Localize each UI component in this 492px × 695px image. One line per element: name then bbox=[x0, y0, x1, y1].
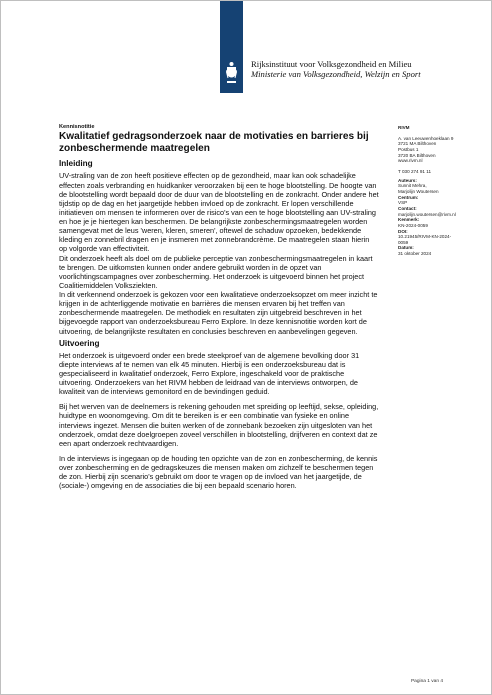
execution-paragraph: In de interviews is ingegaan op de houding ten opzichte van de zon en zonbescherming, de kennis over zonbescherming en de gedragskeuzes die mensen maken om zichzelf te beschermen tegen de zon. Hierbij zijn scenario's gebruikt om door te vragen op de invloed van het jaargetijde, de (sociale-) omgeving en de associaties die bij een bepaald scenario horen. bbox=[59, 453, 378, 491]
sidebar-website: www.rivm.nl bbox=[398, 158, 423, 164]
sidebar-doi: 10.21945/RIVM-KN-2024- bbox=[398, 234, 452, 240]
ministry-name: Ministerie van Volksgezondheid, Welzijn en Sport bbox=[251, 69, 421, 80]
sidebar-centre: VSP bbox=[398, 200, 408, 206]
colophon-sidebar bbox=[398, 125, 488, 257]
sidebar-address-line: 3720 BA Bilthoven bbox=[398, 152, 436, 158]
page-number: Pagina 1 van 4 bbox=[410, 679, 443, 684]
execution-paragraph: Het onderzoek is uitgevoerd onder een brede steekproef van de algemene bevolking door 31 diepte interviews af te nemen van elk 45 minuten. Hierbij is een onderzoeksbureau dat is gespecialiseerd in kwalitatief onderzoek, Ferro Explore, ingeschakeld voor de praktische uitvoering. Onderzoekers van het RIVM hebben de leidraad van de interviews ontworpen, de kwaliteit van de interviews gemonitord en de bevindingen geduid. bbox=[59, 350, 360, 397]
sidebar-kenmerk: KN-2024-0059 bbox=[398, 222, 428, 228]
sidebar-address-line: 3721 MA Bilthoven bbox=[398, 141, 437, 147]
sidebar-address-line: A. van Leeuwenhoeklaan 9 bbox=[398, 135, 454, 141]
section-heading-intro: Inleiding bbox=[59, 159, 93, 169]
sidebar-contact-email[interactable]: marjolijn.woutersen@rivm.nl bbox=[398, 211, 456, 217]
org-name: Rijksinstituut voor Volksgezondheid en Milieu bbox=[251, 59, 412, 69]
sidebar-author: Sunnit Mehra, bbox=[398, 183, 427, 189]
intro-paragraph: Dit onderzoek heeft als doel om de publieke perceptie van zonbeschermingsmaatregelen in kaart te brengen. De uitkomsten kunnen onder andere gebruikt worden in de opzet van voorlichtingscampagnes over zonbescherming. Het onderzoek is uitgevoerd binnen het project Coalitiemiddelen Volksziekten. bbox=[59, 253, 373, 290]
sidebar-date: 31 oktober 2024 bbox=[398, 251, 432, 257]
document-title: Kwalitatief gedragsonderzoek naar de motivaties en barrieres bij zonbeschermende maatregelen bbox=[59, 131, 369, 155]
sidebar-contact-label: Contact: bbox=[398, 205, 417, 211]
sidebar-author: Marjolijn Woutersen bbox=[398, 188, 439, 194]
sidebar-address-line: Postbus 1 bbox=[398, 146, 419, 152]
sidebar-authors-label: Auteurs: bbox=[398, 177, 417, 183]
sidebar-phone: T 030 274 91 11 bbox=[398, 168, 432, 174]
crest-icon bbox=[226, 61, 237, 85]
sidebar-date-label: Datum: bbox=[398, 245, 414, 251]
sidebar-org: RIVM bbox=[398, 125, 410, 130]
sidebar-centre-label: Centrum: bbox=[398, 194, 419, 200]
intro-paragraph: In dit verkennend onderzoek is gekozen voor een kwalitatieve onderzoeksopzet om meer inzicht te krijgen in de achterliggende motivatie en barrières die mensen ervaren bij het treffen van zonbeschermende maatregelen. De methodiek en resultaten zijn uitgebreid beschreven in het bijgevoegde rapport van onderzoeksbureau Ferro Explore. In deze kennisnotitie worden kort de uitvoering, de belangrijkste resultaten en conclusies beschreven en aanbevelingen gegeven. bbox=[59, 290, 378, 336]
main-content bbox=[59, 124, 379, 490]
document-kind: Kennisnotitie bbox=[59, 124, 95, 130]
organisation-block bbox=[251, 59, 451, 80]
sidebar-kenmerk-label: Kenmerk: bbox=[398, 217, 420, 223]
intro-paragraph: UV-straling van de zon heeft positieve effecten op de gezondheid, maar kan ook schadelijke effecten zoals verbranding en huidkanker veroorzaken bij een te hoge blootstelling. De hoogte van de blootstelling wordt bepaald door de duur van de blootstelling en de zonkracht. Onder andere het tijdstip op de dag en het jaargetijde hebben invloed op de zonkracht. Er lopen verschillende initiatieven om mensen te informeren over de risico's van een te hoge blootstelling aan UV-straling en hoe je je hiertegen kan beschermen. De belangrijkste zonbeschermingsmaatregelen worden samengevat met de leus 'weren, kleren, smeren', oftewel de schaduw opzoeken, bedekkende kleding en zonnebril dragen en je insmeren met zonnebrandcrème. De maatregelen staan hierin op volgorde van effectiviteit. bbox=[59, 171, 379, 254]
sidebar-doi-label: DOI: bbox=[398, 228, 408, 234]
execution-paragraph: Bij het werven van de deelnemers is rekening gehouden met spreiding op leeftijd, sekse, opleiding, huidtype en woonomgeving. Om dit te bereiken is er een combinatie van fysieke en online interviews ingezet. Mensen die buiten werken of de zonnebank bezoeken zijn uitgesloten van het onderzoek, omdat deze doelgroepen zoveel verschillen in blootstelling, drijfveren en context dat ze een apart onderzoek rechtvaardigen. bbox=[59, 402, 379, 448]
section-heading-execution: Uitvoering bbox=[59, 338, 100, 348]
sidebar-doi: 0059 bbox=[398, 239, 409, 245]
